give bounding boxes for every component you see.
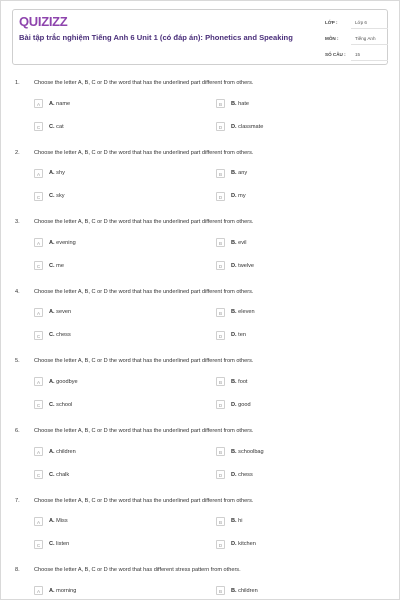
- option-text: [49, 101, 70, 107]
- option-word: chess: [56, 332, 71, 339]
- option-text: [49, 332, 71, 338]
- option-text: [231, 309, 255, 315]
- option-label: C.: [49, 193, 55, 200]
- option-word: children: [56, 448, 76, 455]
- option-word: hi: [238, 518, 243, 525]
- option-word: shy: [56, 170, 65, 177]
- option-word: chalk: [56, 471, 70, 478]
- option-text: [231, 170, 247, 176]
- option-letter-box[interactable]: A: [34, 99, 43, 108]
- option-word: school: [56, 401, 73, 408]
- option-text: [49, 193, 65, 199]
- option-text: [231, 541, 256, 547]
- option-label: A.: [49, 239, 55, 246]
- meta-key: MÔN :: [325, 36, 339, 41]
- option-word: name: [56, 100, 71, 107]
- option-text: [231, 379, 248, 385]
- option-letter-box[interactable]: A: [34, 517, 43, 526]
- question-text: Choose the letter A, B, C or D the word that has the underlined part different from others.: [34, 358, 254, 365]
- question-text: Choose the letter A, B, C or D the word that has the underlined part different from others.: [34, 288, 254, 295]
- question-number: 1.: [15, 80, 20, 86]
- question-number: 2.: [15, 149, 20, 156]
- option-letter-box[interactable]: D: [216, 400, 225, 409]
- option-label: C.: [49, 262, 55, 269]
- option-text: [231, 124, 263, 130]
- option-word: hate: [238, 100, 250, 107]
- meta-key: LỚP :: [325, 20, 338, 25]
- option-letter-box[interactable]: D: [216, 192, 225, 201]
- question-text: Choose the letter A, B, C or D the word that has the underlined part different from others.: [34, 80, 254, 86]
- option-text: [231, 518, 243, 524]
- option-word: morning: [56, 587, 77, 594]
- meta-value: 15: [355, 52, 361, 57]
- option-text: [49, 541, 69, 547]
- worksheet-meta: [321, 10, 388, 64]
- question-text: Choose the letter A, B, C or D the word that has the underlined part different from others.: [34, 428, 254, 434]
- option-letter-box[interactable]: A: [34, 238, 43, 247]
- option-word: foot: [238, 378, 248, 385]
- option-label: B.: [231, 378, 237, 385]
- option-letter-box[interactable]: C: [34, 400, 43, 409]
- option-text: [231, 332, 246, 338]
- option-label: A.: [49, 170, 55, 177]
- option-letter-box[interactable]: C: [34, 470, 43, 479]
- option-text: [49, 588, 76, 594]
- meta-value: Lớp 6: [355, 20, 367, 25]
- option-word: cat: [56, 123, 64, 130]
- question-text: Choose the letter A, B, C or D the word that has the underlined part different from others.: [34, 497, 254, 504]
- option-label: A.: [49, 309, 55, 316]
- option-letter-box[interactable]: C: [34, 192, 43, 201]
- option-label: D.: [231, 123, 237, 130]
- option-word: chess: [238, 471, 253, 478]
- option-text: [49, 240, 76, 246]
- question-text: Choose the letter A, B, C or D the word that has different stress pattern from others.: [34, 567, 241, 574]
- option-text: [231, 449, 264, 455]
- option-word: my: [238, 193, 246, 200]
- option-label: D.: [231, 471, 237, 478]
- worksheet-header: [12, 9, 388, 65]
- option-word: classmate: [238, 123, 264, 130]
- option-text: [49, 124, 64, 130]
- option-label: B.: [231, 100, 237, 107]
- option-letter-box[interactable]: D: [216, 331, 225, 340]
- option-text: [49, 170, 65, 176]
- option-letter-box[interactable]: D: [216, 261, 225, 270]
- option-text: [49, 263, 64, 269]
- option-letter-box[interactable]: B: [216, 99, 225, 108]
- option-label: A.: [49, 100, 55, 107]
- option-word: twelve: [238, 262, 255, 269]
- option-letter-box[interactable]: B: [216, 169, 225, 178]
- question-item: [0, 289, 400, 359]
- option-label: B.: [231, 587, 237, 594]
- option-label: B.: [231, 239, 237, 246]
- option-label: B.: [231, 309, 237, 316]
- question-number: 7.: [15, 497, 20, 504]
- question-text: Choose the letter A, B, C or D the word that has the underlined part different from others.: [34, 149, 254, 156]
- option-word: seven: [56, 309, 72, 316]
- option-text: [231, 240, 247, 246]
- option-label: A.: [49, 587, 55, 594]
- option-word: me: [56, 262, 64, 269]
- option-word: goodbye: [56, 378, 78, 385]
- question-number: 3.: [15, 219, 20, 226]
- option-word: children: [238, 587, 258, 594]
- question-item: [0, 498, 400, 568]
- option-letter-box[interactable]: D: [216, 122, 225, 131]
- question-item: [0, 150, 400, 220]
- meta-row-count: [321, 46, 388, 64]
- option-label: D.: [231, 541, 237, 548]
- option-word: good: [238, 401, 251, 408]
- option-letter-box[interactable]: B: [216, 238, 225, 247]
- option-letter-box[interactable]: A: [34, 308, 43, 317]
- option-text: [231, 402, 251, 408]
- option-text: [231, 263, 254, 269]
- option-label: A.: [49, 448, 55, 455]
- question-text: Choose the letter A, B, C or D the word that has the underlined part different from others.: [34, 219, 254, 226]
- option-label: D.: [231, 193, 237, 200]
- option-word: Miss: [56, 518, 68, 525]
- option-text: [49, 379, 78, 385]
- option-text: [231, 101, 249, 107]
- meta-value: Tiếng Anh: [355, 36, 376, 41]
- worksheet-title: Bài tập trắc nghiệm Tiếng Anh 6 Unit 1 (có đáp án): Phonetics and Speaking: [19, 33, 293, 42]
- option-letter-box[interactable]: A: [34, 586, 43, 595]
- question-item: [0, 219, 400, 289]
- quizizz-logo: QUIZIZZ: [19, 14, 68, 29]
- option-label: C.: [49, 332, 55, 339]
- meta-key: SỐ CÂU :: [325, 52, 346, 57]
- option-letter-box[interactable]: D: [216, 540, 225, 549]
- option-label: A.: [49, 378, 55, 385]
- option-letter-box[interactable]: B: [216, 308, 225, 317]
- option-label: C.: [49, 401, 55, 408]
- option-text: [231, 472, 253, 478]
- option-text: [49, 449, 76, 455]
- option-letter-box[interactable]: A: [34, 169, 43, 178]
- option-word: evening: [56, 239, 76, 246]
- option-word: any: [238, 170, 248, 177]
- option-label: D.: [231, 401, 237, 408]
- option-letter-box[interactable]: A: [34, 447, 43, 456]
- option-label: B.: [231, 170, 237, 177]
- option-letter-box[interactable]: C: [34, 261, 43, 270]
- option-word: eleven: [238, 309, 255, 316]
- option-text: [49, 472, 69, 478]
- question-number: 6.: [15, 428, 20, 434]
- option-label: B.: [231, 448, 237, 455]
- option-word: evil: [238, 239, 247, 246]
- option-label: B.: [231, 518, 237, 525]
- question-item: [0, 428, 400, 498]
- option-letter-box[interactable]: C: [34, 122, 43, 131]
- option-label: C.: [49, 471, 55, 478]
- option-letter-box[interactable]: C: [34, 540, 43, 549]
- option-word: schoolbag: [238, 448, 264, 455]
- option-word: kitchen: [238, 541, 256, 548]
- option-word: ten: [238, 332, 246, 339]
- option-letter-box[interactable]: C: [34, 331, 43, 340]
- option-letter-box[interactable]: B: [216, 586, 225, 595]
- option-text: [49, 518, 68, 524]
- option-text: [49, 309, 71, 315]
- question-item: [0, 80, 400, 150]
- option-text: [49, 402, 72, 408]
- question-number: 4.: [15, 288, 20, 295]
- option-label: A.: [49, 518, 55, 525]
- option-letter-box[interactable]: A: [34, 377, 43, 386]
- option-letter-box[interactable]: B: [216, 517, 225, 526]
- option-letter-box[interactable]: B: [216, 377, 225, 386]
- question-item: [0, 358, 400, 428]
- question-item: [0, 567, 400, 600]
- option-letter-box[interactable]: D: [216, 470, 225, 479]
- question-number: 5.: [15, 358, 20, 365]
- option-label: C.: [49, 541, 55, 548]
- option-letter-box[interactable]: B: [216, 447, 225, 456]
- option-text: [231, 193, 246, 199]
- option-label: D.: [231, 262, 237, 269]
- option-label: D.: [231, 332, 237, 339]
- question-number: 8.: [15, 567, 20, 574]
- option-label: C.: [49, 123, 55, 130]
- option-word: sky: [56, 193, 65, 200]
- option-word: listen: [56, 541, 70, 548]
- option-text: [231, 588, 258, 594]
